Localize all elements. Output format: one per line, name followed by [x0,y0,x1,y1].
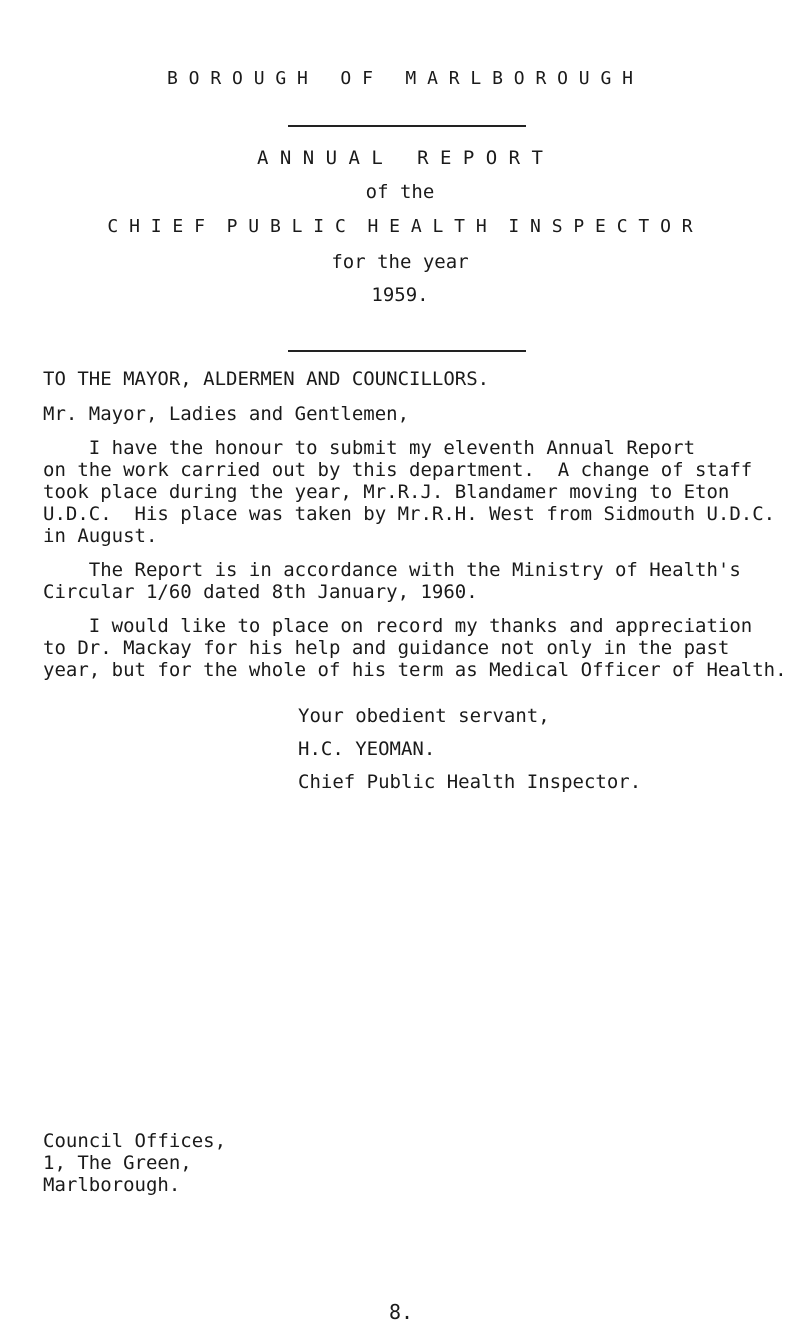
of-the-text: of the [365,181,435,203]
report-title: A N N U A L R E P O R T [257,147,543,169]
paragraph-line: I have the honour to submit my eleventh Annual Report [43,437,696,459]
signatory: H.C. YEOMAN. [298,738,436,760]
signatory-title: Chief Public Health Inspector. [298,771,642,793]
address-line: Marlborough. [43,1174,181,1196]
for-the-year-text: for the year [331,251,469,273]
closing: Your obedient servant, [298,705,550,727]
address-line: Council Offices, [43,1130,227,1152]
paragraph-line: U.D.C. His place was taken by Mr.R.H. West from Sidmouth U.D.C. [43,503,776,525]
address-line: 1, The Green, [43,1152,192,1174]
report-year: 1959. [371,284,429,306]
office-title: C H I E F P U B L I C H E A L T H I N S P E C T O R [107,216,693,237]
paragraph-line: to Dr. Mackay for his help and guidance not only in the past [43,637,730,659]
paragraph-line: I would like to place on record my thanks and appreciation [43,615,753,637]
addressee: TO THE MAYOR, ALDERMEN AND COUNCILLORS. [43,368,490,390]
bottom-rule [288,350,526,352]
paragraph-line: year, but for the whole of his term as Medical Officer of Health. [43,659,787,681]
paragraph-line: The Report is in accordance with the Ministry of Health's [43,559,741,581]
top-rule [288,125,526,127]
paragraph-line: in August. [43,525,158,547]
paragraph-line: took place during the year, Mr.R.J. Blandamer moving to Eton [43,481,730,503]
paragraph-line: Circular 1/60 dated 8th January, 1960. [43,581,478,603]
borough-heading: B O R O U G H O F M A R L B O R O U G H [167,68,633,89]
salutation: Mr. Mayor, Ladies and Gentlemen, [43,403,410,425]
paragraph-line: on the work carried out by this department. A change of staff [43,459,753,481]
page-number: 8. [389,1300,414,1324]
